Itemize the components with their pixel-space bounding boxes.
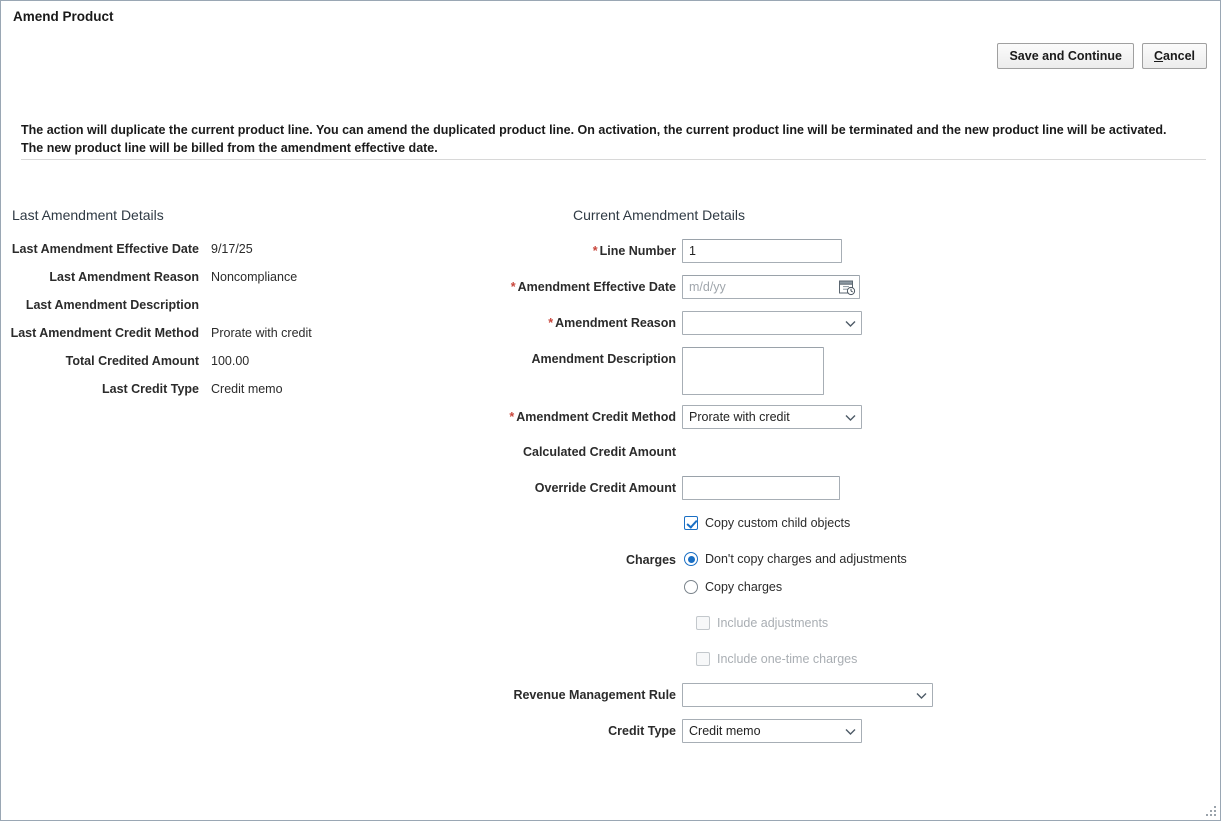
amendment-reason-label bbox=[431, 315, 676, 331]
last-credit-type-value: Credit memo bbox=[211, 382, 283, 396]
copy-charges-label: Copy charges bbox=[705, 580, 783, 594]
last-amendment-description-label: Last Amendment Description bbox=[25, 298, 199, 312]
last-amendment-reason-label: Last Amendment Reason bbox=[49, 270, 199, 284]
calculated-credit-amount-label: Calculated Credit Amount bbox=[522, 445, 676, 459]
current-amendment-heading: Current Amendment Details bbox=[573, 207, 745, 223]
line-number-label-text: Line Number bbox=[599, 244, 676, 258]
required-marker: * bbox=[592, 244, 598, 258]
credit-type-field bbox=[682, 719, 862, 743]
include-one-time-charges-row[interactable] bbox=[696, 652, 857, 666]
last-credit-type-row bbox=[1, 382, 521, 402]
last-amendment-effective-date-value: 9/17/25 bbox=[211, 242, 253, 256]
amendment-description-label: Amendment Description bbox=[531, 352, 676, 366]
total-credited-amount-value: 100.00 bbox=[211, 354, 250, 368]
revenue-management-rule-field bbox=[682, 683, 933, 707]
page-title: Amend Product bbox=[13, 9, 114, 24]
include-one-time-charges-label: Include one-time charges bbox=[717, 652, 858, 666]
required-marker: * bbox=[509, 410, 515, 424]
dont-copy-charges-radio[interactable] bbox=[684, 552, 698, 566]
charges-option-copy[interactable] bbox=[684, 580, 782, 594]
last-credit-type-label: Last Credit Type bbox=[101, 382, 199, 396]
include-adjustments-row[interactable] bbox=[696, 616, 828, 630]
amendment-credit-method-label-text: Amendment Credit Method bbox=[516, 410, 676, 424]
required-marker: * bbox=[510, 280, 516, 294]
credit-type-select[interactable] bbox=[682, 719, 862, 743]
amendment-effective-date-label-text: Amendment Effective Date bbox=[517, 280, 676, 294]
save-and-continue-button[interactable]: Save and Continue bbox=[997, 43, 1134, 69]
override-credit-amount-input[interactable] bbox=[682, 476, 840, 500]
include-adjustments-label: Include adjustments bbox=[717, 616, 829, 630]
copy-custom-child-objects-label: Copy custom child objects bbox=[705, 516, 851, 530]
cancel-button-accesskey: C bbox=[1154, 49, 1164, 63]
amendment-reason-select[interactable] bbox=[682, 311, 862, 335]
credit-type-label: Credit Type bbox=[608, 724, 676, 738]
calendar-icon[interactable] bbox=[838, 278, 856, 296]
revenue-management-rule-select[interactable] bbox=[682, 683, 933, 707]
include-adjustments-checkbox[interactable] bbox=[696, 616, 710, 630]
charges-label: Charges bbox=[625, 553, 676, 567]
last-amendment-heading: Last Amendment Details bbox=[12, 207, 164, 223]
amendment-credit-method-field bbox=[682, 405, 862, 429]
dialog-button-bar bbox=[997, 43, 1207, 69]
amendment-effective-date-input[interactable] bbox=[682, 275, 860, 299]
cancel-button-label: ancel bbox=[1163, 49, 1195, 63]
total-credited-amount-label: Total Credited Amount bbox=[65, 354, 199, 368]
copy-custom-child-objects-checkbox[interactable] bbox=[684, 516, 698, 530]
amendment-credit-method-select[interactable] bbox=[682, 405, 862, 429]
amendment-reason-field bbox=[682, 311, 862, 335]
copy-charges-radio[interactable] bbox=[684, 580, 698, 594]
amendment-effective-date-label bbox=[431, 279, 676, 295]
header-divider bbox=[21, 159, 1206, 160]
instruction-text: The action will duplicate the current product line. You can amend the duplicated product line. On activation, the current product line will be terminated and the new product line will be activated. The new product line will be billed from the amendment effective date. bbox=[21, 123, 1167, 155]
dont-copy-charges-label: Don't copy charges and adjustments bbox=[705, 552, 907, 566]
line-number-label bbox=[431, 243, 676, 259]
last-amendment-effective-date-label: Last Amendment Effective Date bbox=[11, 242, 199, 256]
cancel-button[interactable] bbox=[1142, 43, 1207, 69]
copy-custom-child-objects-row[interactable] bbox=[684, 516, 850, 530]
last-amendment-reason-value: Noncompliance bbox=[211, 270, 298, 284]
revenue-management-rule-label: Revenue Management Rule bbox=[513, 688, 676, 702]
charges-option-dont-copy[interactable] bbox=[684, 552, 907, 566]
amendment-effective-date-field bbox=[682, 275, 860, 299]
amendment-description-textarea[interactable] bbox=[682, 347, 824, 395]
last-amendment-credit-method-value: Prorate with credit bbox=[211, 326, 312, 340]
include-one-time-charges-checkbox[interactable] bbox=[696, 652, 710, 666]
required-marker: * bbox=[548, 316, 554, 330]
amendment-reason-label-text: Amendment Reason bbox=[555, 316, 676, 330]
amendment-credit-method-label bbox=[431, 409, 676, 425]
override-credit-amount-label: Override Credit Amount bbox=[534, 481, 676, 495]
resize-grip[interactable] bbox=[1205, 805, 1217, 817]
last-amendment-credit-method-label: Last Amendment Credit Method bbox=[10, 326, 199, 340]
line-number-input[interactable] bbox=[682, 239, 842, 263]
